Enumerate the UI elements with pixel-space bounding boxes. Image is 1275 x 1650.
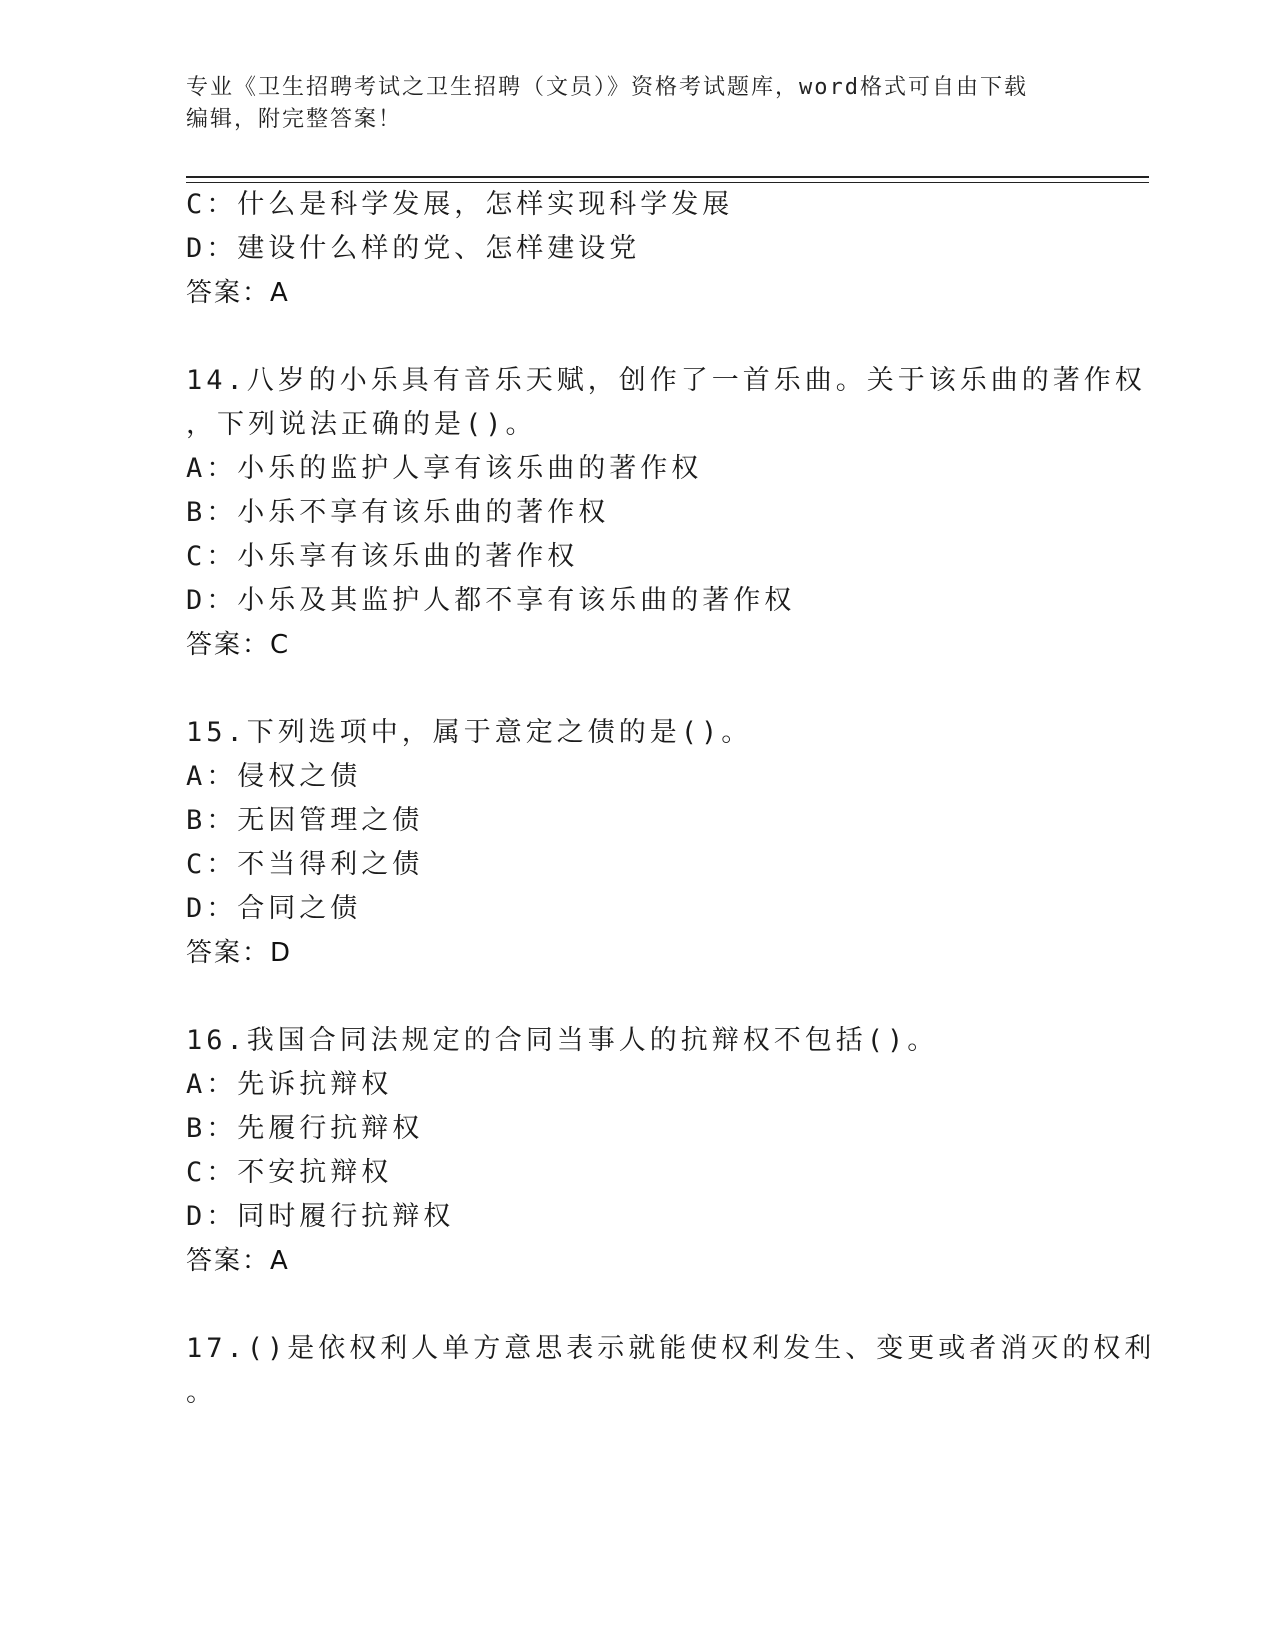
q17-stem-line-1: 17.()是依权利人单方意思表示就能使权利发生、变更或者消灭的权利 (186, 1333, 1156, 1364)
q14-option-d: D：小乐及其监护人都不享有该乐曲的著作权 (186, 585, 796, 616)
header-rule-thick (186, 176, 1149, 178)
q16-option-a: A：先诉抗辩权 (186, 1069, 393, 1100)
q14-option-c: C：小乐享有该乐曲的著作权 (186, 541, 579, 572)
header-line-2: 编辑，附完整答案！ (186, 107, 403, 132)
q16-answer: 答案：A (186, 1246, 290, 1276)
q13-option-c: C：什么是科学发展，怎样实现科学发展 (186, 189, 734, 220)
q15-stem-line-1: 15.下列选项中，属于意定之债的是()。 (186, 717, 753, 748)
q16-option-d: D：同时履行抗辩权 (186, 1201, 455, 1232)
q14-stem-line-1: 14.八岁的小乐具有音乐天赋，创作了一首乐曲。关于该乐曲的著作权 (186, 365, 1146, 396)
q13-option-d: D：建设什么样的党、怎样建设党 (186, 233, 641, 264)
q14-option-a: A：小乐的监护人享有该乐曲的著作权 (186, 453, 703, 484)
document-header (186, 72, 1066, 136)
header-rule-thin (186, 182, 1149, 183)
q16-option-c: C：不安抗辩权 (186, 1157, 393, 1188)
q15-option-c: C：不当得利之债 (186, 849, 424, 880)
q14-option-b: B：小乐不享有该乐曲的著作权 (186, 497, 610, 528)
q15-option-a: A：侵权之债 (186, 761, 362, 792)
q15-answer: 答案：D (186, 938, 293, 968)
q15-option-b: B：无因管理之债 (186, 805, 424, 836)
q15-option-d: D：合同之债 (186, 893, 362, 924)
q16-option-b: B：先履行抗辩权 (186, 1113, 424, 1144)
q14-answer: 答案：C (186, 630, 291, 660)
q14-stem-line-2: ，下列说法正确的是()。 (186, 409, 537, 440)
q16-stem-line-1: 16.我国合同法规定的合同当事人的抗辩权不包括()。 (186, 1025, 939, 1056)
q13-answer: 答案：A (186, 278, 290, 308)
header-line-1: 专业《卫生招聘考试之卫生招聘（文员）》资格考试题库，word格式可自由下载 (186, 75, 1028, 100)
q17-stem-line-2: 。 (186, 1377, 217, 1408)
